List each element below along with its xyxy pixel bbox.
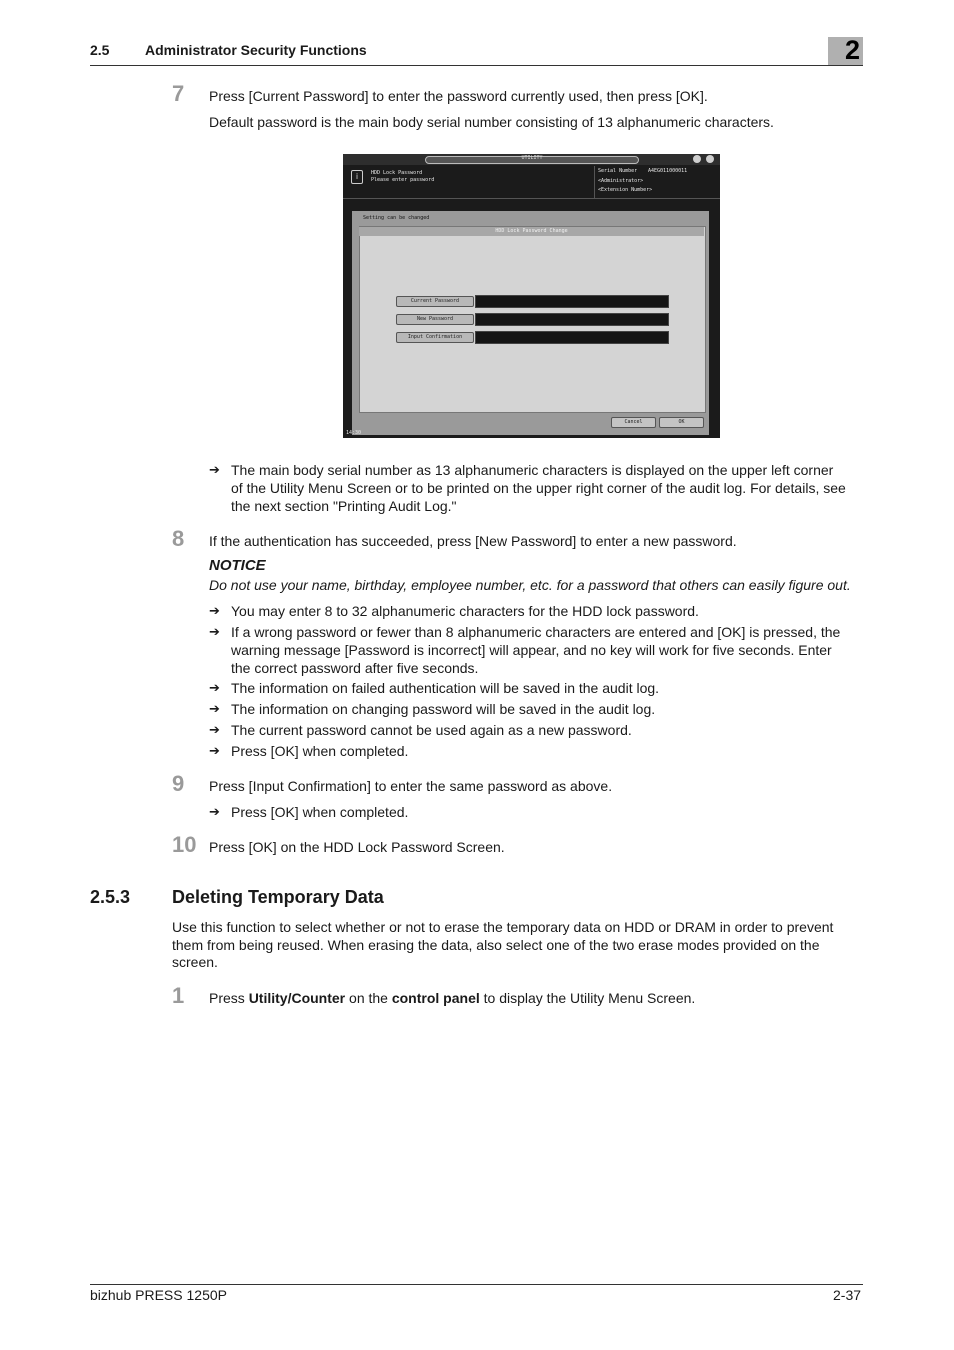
footer-product: bizhub PRESS 1250P [90,1287,227,1303]
control-panel-term: control panel [391,990,480,1006]
device-title: UTILITY [521,155,543,161]
device-message-line1: HDD Lock Password [371,170,423,176]
bullet-line: warning message [Password is incorrect] will appear, and no key will work for five seconds. Enter [231,642,832,658]
step-number: 1 [172,983,185,1008]
step-number: 8 [172,526,185,551]
intro-line: them from being reused. When erasing the data, also select one of the two erase modes provided on the [172,937,820,953]
footer-rule [90,1284,863,1285]
chapter-number: 2 [845,35,861,65]
step-text: Press [OK] on the HDD Lock Password Screen. [209,839,505,855]
section-number: 2.5.3 [90,887,131,907]
input-confirmation-button[interactable]: Input Confirmation [396,332,474,343]
arrow-icon: ➔ [209,722,220,737]
device-separator [594,166,595,198]
bullet-line: You may enter 8 to 32 alphanumeric characters for the HDD lock password. [231,603,699,619]
arrow-icon: ➔ [209,743,220,758]
device-divider [343,198,720,199]
arrow-icon: ➔ [209,462,220,477]
header-section-title: Administrator Security Functions [145,42,367,58]
device-question-icon [706,155,714,163]
header-section-number: 2.5 [90,42,110,58]
step-text [209,989,695,1007]
serial-label: Serial Number [598,168,638,174]
current-password-button[interactable]: Current Password [396,296,474,307]
ok-button[interactable]: OK [659,417,704,428]
section-title: Deleting Temporary Data [172,887,384,907]
bullet-line: the next section "Printing Audit Log." [231,498,457,514]
bullet-line: If a wrong password or fewer than 8 alphanumeric characters are entered and [OK] is pressed, the [231,624,841,640]
step-text: Press [Current Password] to enter the password currently used, then press [OK]. [209,88,708,104]
step-number: 7 [172,81,185,106]
bullet-line: The main body serial number as 13 alphanumeric characters is displayed on the upper left corner [231,462,834,478]
arrow-icon: ➔ [209,680,220,695]
intro-line: Use this function to select whether or not to erase the temporary data on HDD or DRAM in order to prevent [172,919,834,935]
step-number: 9 [172,771,185,796]
step-note: Default password is the main body serial number consisting of 13 alphanumeric characters. [209,114,774,130]
footer-page-number: 2-37 [833,1287,862,1303]
bullet-line: Press [OK] when completed. [231,804,409,820]
admin-label: <Administrator> [598,178,644,184]
step-text: If the authentication has succeeded, press [New Password] to enter a new password. [209,533,737,549]
header-rule [90,65,863,66]
info-icon: i [351,170,363,184]
bullet-line: Press [OK] when completed. [231,743,409,759]
device-help-icon [693,155,701,163]
arrow-icon: ➔ [209,804,220,819]
extension-label: <Extension Number> [598,187,653,193]
serial-value: A4EG011000011 [648,168,688,174]
current-password-field[interactable] [475,295,669,308]
device-message-line2: Please enter password [371,177,435,183]
device-status: Setting can be changed [363,215,430,221]
bullet-line: The current password cannot be used again as a new password. [231,722,632,738]
device-screenshot [343,154,720,438]
device-clock: 14:30 [346,430,362,436]
utility-counter-key: Utility/Counter [248,990,346,1006]
bullet-line: The information on changing password will be saved in the audit log. [231,701,656,717]
step-text-part: Press [209,990,249,1006]
step-text: Press [Input Confirmation] to enter the same password as above. [209,778,613,794]
panel-title: HDD Lock Password Change [495,228,568,234]
input-confirmation-field[interactable] [475,331,669,344]
bullet-line: of the Utility Menu Screen or to be printed on the upper right corner of the audit log. For details, see [231,480,846,496]
step-number: 10 [172,832,197,857]
notice-text: Do not use your name, birthday, employee number, etc. for a password that others can easily figure out. [209,577,851,593]
notice-heading: NOTICE [209,557,266,574]
cancel-button[interactable]: Cancel [611,417,656,428]
bullet-line: the correct password after five seconds. [231,660,479,676]
arrow-icon: ➔ [209,603,220,618]
step-text-part: on the [345,990,392,1006]
new-password-button[interactable]: New Password [396,314,474,325]
intro-line: screen. [172,954,218,970]
arrow-icon: ➔ [209,624,220,639]
bullet-line: The information on failed authentication will be saved in the audit log. [231,680,660,696]
step-text-part: to display the Utility Menu Screen. [479,990,696,1006]
arrow-icon: ➔ [209,701,220,716]
new-password-field[interactable] [475,313,669,326]
